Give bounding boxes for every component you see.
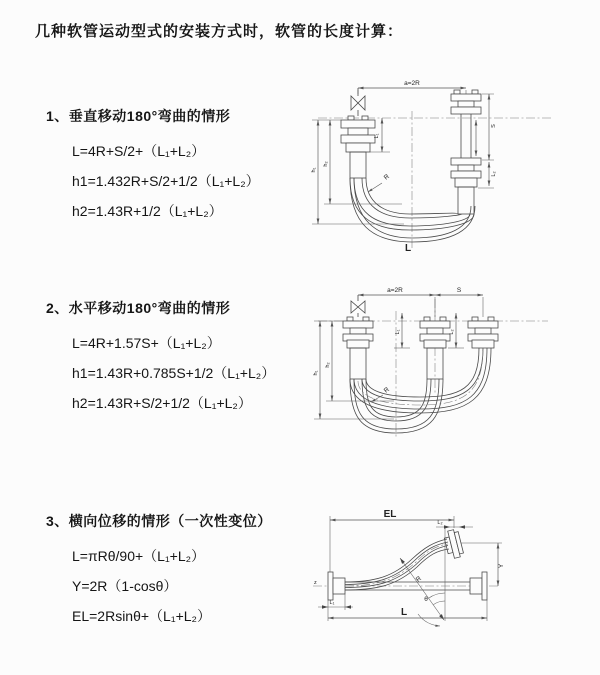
dim-h2-label: h₂ — [323, 161, 329, 167]
axis-mark: z — [314, 580, 317, 586]
hose-u-bend-deep — [350, 379, 443, 433]
dim-h1-label: h₁ — [313, 370, 319, 376]
diagram-lateral-displacement — [298, 500, 600, 635]
section-vertical-180 — [46, 106, 326, 226]
dim-l1-label: L₁ — [329, 600, 335, 606]
dim-l1-label: L₁ — [395, 329, 401, 335]
formula-h2: h2=1.43R+S/2+1/2（L₁+L₂） — [72, 395, 252, 411]
braided-hose-section — [350, 348, 366, 379]
dim-l1-label: L₁ — [374, 133, 380, 139]
left-flange-fitting — [343, 317, 373, 379]
dim-s-label: S — [456, 287, 462, 294]
dim-y-label: Y — [498, 563, 505, 569]
formula-h2: h2=1.43R+1/2（L₁+L₂） — [72, 203, 223, 219]
page-title: 几种软管运动型式的安装方式时，软管的长度计算： — [35, 23, 404, 40]
section-lateral-displacement — [46, 511, 326, 631]
theta-label: θ — [424, 596, 428, 603]
section-3-heading: 3、横向位移的情形（一次性变位） — [46, 513, 272, 529]
braided-hose-section — [350, 152, 366, 178]
formula-length: L=πRθ/90+（L₁+L₂） — [72, 548, 206, 564]
left-flange-fitting — [341, 116, 375, 178]
right-flange-fitting — [451, 90, 481, 214]
hose-u-bend-displaced — [350, 348, 491, 413]
radius-label: R — [382, 173, 391, 182]
valve-icon — [351, 301, 365, 313]
dim-a2r-label: a=2R — [404, 80, 420, 87]
dim-s-label: S — [491, 124, 497, 128]
formula-h1: h1=1.432R+S/2+1/2（L₁+L₂） — [72, 173, 260, 189]
dim-l2-label: L₂ — [437, 520, 443, 526]
formula-length: L=4R+1.57S+（L₁+L₂） — [72, 335, 221, 351]
dim-h1-label: h₁ — [311, 167, 317, 173]
hose-u-bend-displaced — [350, 178, 475, 242]
dim-h2-label: h₂ — [325, 362, 331, 368]
dim-l2-label: L₂ — [491, 171, 497, 177]
length-label: L — [400, 607, 408, 618]
section-1-heading: 1、垂直移动180°弯曲的情形 — [46, 108, 231, 124]
dim-l2-label: L₂ — [449, 329, 455, 335]
braided-hose-section — [458, 187, 474, 214]
right-flange-fitting — [470, 572, 487, 600]
formula-el: EL=2Rsinθ+（L₁+L₂） — [72, 608, 211, 624]
length-label: L — [404, 243, 412, 254]
left-flange-fitting — [328, 572, 345, 600]
valve-icon — [351, 96, 365, 110]
right-flange-fitting — [468, 317, 498, 348]
formula-y: Y=2R（1-cosθ） — [72, 578, 178, 594]
diagram-horizontal-bend-180 — [298, 281, 598, 451]
dim-a2r-label: a=2R — [387, 287, 403, 294]
section-horizontal-180 — [46, 298, 326, 418]
dim-el-label: EL — [383, 509, 397, 520]
formula-length: L=4R+S/2+（L₁+L₂） — [72, 143, 206, 159]
section-2-heading: 2、水平移动180°弯曲的情形 — [46, 300, 231, 316]
formula-h1: h1=1.43R+0.785S+1/2（L₁+L₂） — [72, 365, 276, 381]
radius-label: R — [382, 386, 391, 395]
radius-label: R — [414, 575, 423, 584]
diagram-vertical-bend-180 — [298, 66, 598, 256]
